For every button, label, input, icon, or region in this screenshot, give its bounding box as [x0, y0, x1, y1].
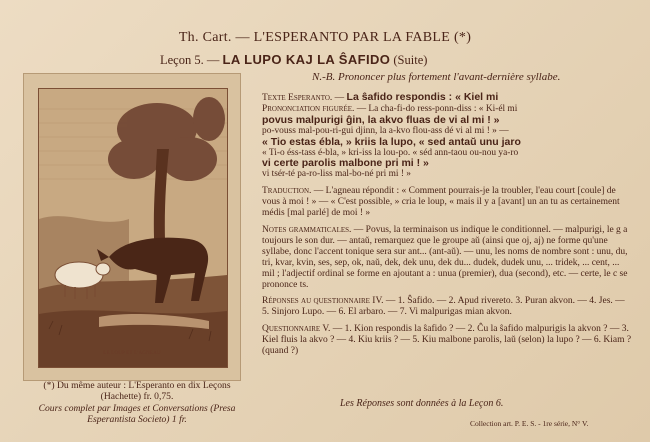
answers-text: — 1. Ŝafido. — 2. Apud rivereto. 3. Puran akvon. — 4. Jes. — 5. Sinjoro Lupo. — 6. El arbaro. — 7. Vi malpurigas mian akvon. [262, 296, 625, 318]
engraving-caption: LE LOUP ET L'AGNEAU [103, 351, 161, 356]
lesson-body [262, 92, 632, 363]
notes-text: — Povus, la terminaison us indique le conditionnel. — malpurigi, le g a toujours le son dur. — antaŭ, remarquez que le groupe aŭ (ainsi que oj, aj) ne forme qu'une syllabe, donc l'accent tonique sera sur ant... (ant-aŭ). — unu, les noms de nombre sont : unu, du, tri, kvar, kvin, ses, sep, ok, naŭ, dek, dek unu, dek du... dudek, dudek unu, ... tridek, ... cent, ... mil ; l'adjectif ordinal se forme en ajoutant a : unua (premier), dua (second), etc. — certe, le c se prononce ts. [262, 224, 628, 290]
pr-line-3: « Ti-o éss-tass é-bla, » kri-iss la lou-po. « séd ann-taou ou-nou ya-ro [262, 147, 519, 158]
engraving [38, 88, 228, 368]
pr-line-1: La cha-fi-do ress-ponn-diss : « Ki-él mi [368, 103, 518, 114]
quest-label: Questionnaire V. [262, 324, 331, 335]
wolf-lamb-engraving [39, 89, 227, 367]
footnote-course: Cours complet par Images et Conversations (Presa Esperantista Societo) 1 fr. [38, 402, 236, 426]
lesson-suffix: (Suite) [393, 53, 428, 67]
esperanto-text-block: Texte Esperanto. — La ŝafido respondis : « Kiel mi Prononciation figurée. — La cha-fi-do ress-ponn-diss : « Ki-él mi povus malpurigi ĝin, la akvo fluas de vi al mi ! » po-vouss mal-pou-ri-gui djinn, la a-kvo flou-ass dé vi al mi ! » — « Tio estas ébla, » kriis la lupo, « sed antaŭ unu jaro « Ti-o éss-tass é-bla, » kri-iss la lou-po. « séd ann-taou ou-nou ya-ro vi certe parolis malbone pri mi ! » vi tsér-té pa-ro-liss mal-bo-né pri mi ! » [262, 92, 632, 180]
collection-imprint: Collection art. P. E. S. - 1re série, N° V. [470, 419, 589, 428]
grammar-notes-block [262, 225, 632, 290]
eo-line-1: La ŝafido respondis : « Kiel mi [346, 91, 499, 103]
lesson-prefix: Leçon 5. — [160, 53, 220, 67]
illustration-plate [23, 73, 241, 381]
texte-label: Texte Esperanto. [262, 93, 333, 103]
answers-block [262, 296, 632, 318]
trad-label: Traduction. [262, 186, 312, 197]
pr-line-4: vi tsér-té pa-ro-liss mal-bo-né pri mi ! » [262, 169, 411, 180]
lamb-figure [55, 262, 103, 288]
rep-label: Réponses au questionnaire IV. [262, 296, 384, 307]
questionnaire-text: — 1. Kion respondis la ŝafido ? — 2. Ĉu la ŝafido malpurigis la akvon ? — 3. Kiel fluis la akvo ? — 4. Kiu kriis ? — 5. Kiu malbone parolis, laŭ (selon) la lupo ? — 6. Kiam ? (quand ?) [262, 324, 632, 357]
eo-line-4: vi certe parolis malbone pri mi ! » [262, 157, 429, 170]
lesson-heading [160, 52, 427, 68]
lesson-title: LA LUPO KAJ LA ŜAFIDO [222, 52, 391, 67]
translation-text: L'agneau répondit : « Comment pourrais-je la troubler, l'eau court [coule] de vous à moi ! » — « C'est possible, » cria le loup, « mais il y a [avant] un an tu as certainement médis [mal parlé] de moi ! » [262, 186, 620, 219]
prononc-label: Prononciation figurée. [262, 103, 355, 114]
answers-note: Les Réponses sont données à la Leçon 6. [340, 398, 504, 409]
eo-line-2: povus malpurigi ĝin, la akvo fluas de vi al mi ! » [262, 113, 500, 126]
footnote [32, 380, 242, 426]
pronunciation-note: N.-B. Prononcer plus fortement l'avant-dernière syllabe. [312, 71, 561, 83]
notes-label: Notes grammaticales. [262, 224, 352, 235]
eo-line-3: « Tio estas ébla, » kriis la lupo, « sed antaŭ unu jaro [262, 135, 521, 148]
card-title: Th. Cart. — L'ESPERANTO PAR LA FABLE (*) [178, 30, 472, 45]
questionnaire-block [262, 324, 632, 357]
translation-block: Traduction. — L'agneau répondit : « Comment pourrais-je la troubler, l'eau court [coule] de vous à moi ! » — « C'est possible, » cria le loup, « mais il y a [avant] un an tu as certainement médis [mal parlé] de moi ! » [262, 186, 620, 219]
pr-line-2: po-vouss mal-pou-ri-gui djinn, la a-kvo flou-ass dé vi al mi ! » — [262, 125, 509, 136]
footnote-author: (*) Du même auteur : L'Esperanto en dix Leçons (Hachette) fr. 0,75. [43, 380, 231, 403]
